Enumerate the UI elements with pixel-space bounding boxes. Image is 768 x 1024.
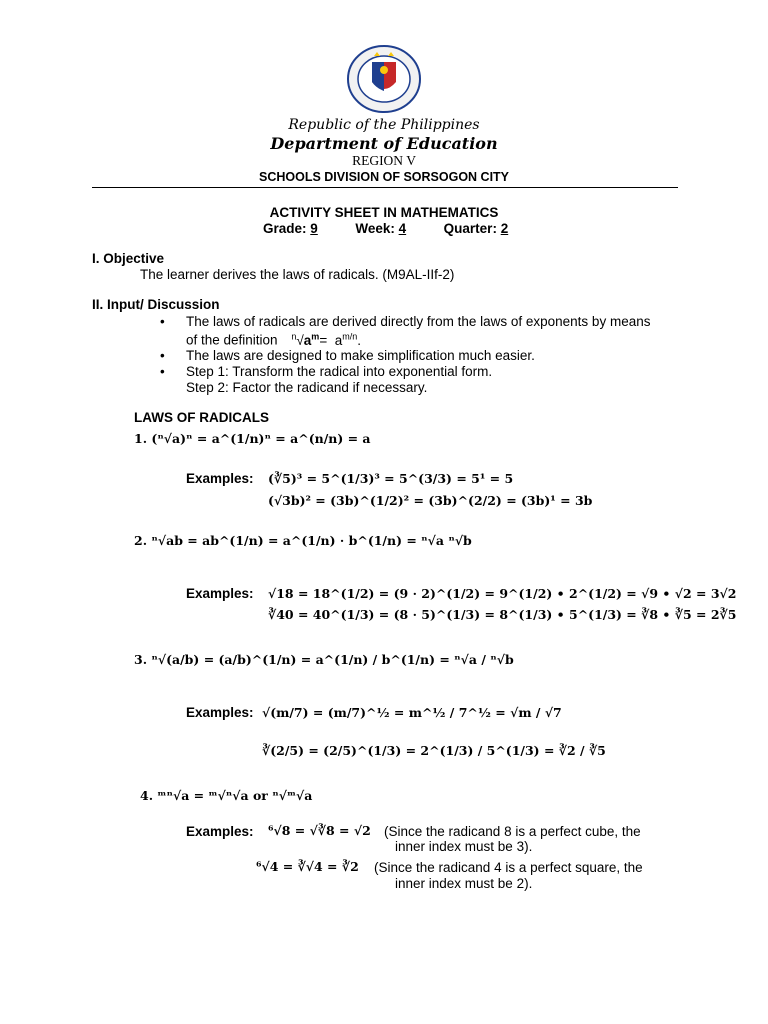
law-4-example-1: ⁶√8 = √∛8 = √2 <box>268 823 371 838</box>
bullet-3-line-2: Step 2: Factor the radicand if necessary. <box>186 380 428 395</box>
bullet-1-line-2 <box>186 331 361 348</box>
quarter-label: Quarter: <box>443 221 497 236</box>
law-3: 3. ⁿ√(a/b) = (a/b)^(1/n) = a^(1/n) / b^(1/n) = ⁿ√a / ⁿ√b <box>134 652 514 667</box>
bullet-3-line-1: • Step 1: Transform the radical into exponential form. <box>186 364 492 379</box>
bullet-1-line-1: • The laws of radicals are derived directly from the laws of exponents by means <box>186 314 650 329</box>
laws-heading: LAWS OF RADICALS <box>134 410 269 425</box>
law-1-example-2: (√3b)² = (3b)^(1/2)² = (3b)^(2/2) = (3b)¹ = 3b <box>268 493 593 508</box>
law-2-example-2: ∛40 = 40^(1/3) = (8 · 5)^(1/3) = 8^(1/3) • 5^(1/3) = ∛8 • ∛5 = 2∛5 <box>268 607 737 622</box>
law-4-example-1-note-1: (Since the radicand 8 is a perfect cube, the <box>384 824 641 839</box>
quarter-value: 2 <box>500 221 509 236</box>
law-4-example-2-note-1: (Since the radicand 4 is a perfect square, the <box>374 860 643 875</box>
grade-week-quarter <box>263 221 508 236</box>
grade-value: 9 <box>310 221 318 236</box>
grade-label: Grade: <box>263 221 307 236</box>
law-4-example-1-note-2: inner index must be 3). <box>395 839 533 854</box>
sheet-title: ACTIVITY SHEET IN MATHEMATICS <box>269 205 499 220</box>
bullet-2: • The laws are designed to make simplification much easier. <box>186 348 535 363</box>
law-1-example-1: (∛5)³ = 5^(1/3)³ = 5^(3/3) = 5¹ = 5 <box>268 471 514 486</box>
objective-heading: I. Objective <box>92 251 165 266</box>
header-divider <box>92 187 678 188</box>
law-3-examples-label: Examples: <box>186 705 254 720</box>
law-3-example-1: √(m/7) = (m/7)^½ = m^½ / 7^½ = √m / √7 <box>262 705 562 720</box>
discussion-heading: II. Input/ Discussion <box>92 297 220 312</box>
law-2-example-1: √18 = 18^(1/2) = (9 · 2)^(1/2) = 9^(1/2) • 2^(1/2) = √9 • √2 = 3√2 <box>268 586 737 601</box>
definition-formula: $^n√a^m= a^{m/n}$. <box>291 331 361 348</box>
law-4: 4. ᵐⁿ√a = ᵐ√ⁿ√a or ⁿ√ᵐ√a <box>140 788 313 803</box>
republic-line: Republic of the Philippines <box>288 117 480 133</box>
law-1: 1. (ⁿ√a)ⁿ = a^(1/n)ⁿ = a^(n/n) = a <box>134 431 371 446</box>
objective-text: The learner derives the laws of radicals. (M9AL-IIf-2) <box>140 267 455 282</box>
division-line: SCHOOLS DIVISION OF SORSOGON CITY <box>258 170 510 184</box>
week-value: 4 <box>398 221 407 236</box>
law-3-example-2: ∛(2/5) = (2/5)^(1/3) = 2^(1/3) / 5^(1/3) = ∛2 / ∛5 <box>262 743 606 758</box>
law-4-example-2: ⁶√4 = ∛√4 = ∛2 <box>256 859 359 874</box>
law-2: 2. ⁿ√ab = ab^(1/n) = a^(1/n) · b^(1/n) = ⁿ√a ⁿ√b <box>134 533 472 548</box>
definition-text: of the definition <box>186 332 278 348</box>
department-line: Department of Education <box>270 134 498 153</box>
law-2-examples-label: Examples: <box>186 586 254 601</box>
week-label: Week: <box>355 221 395 236</box>
deped-seal <box>344 44 424 114</box>
law-4-example-2-note-2: inner index must be 2). <box>395 876 533 891</box>
law-1-examples-label: Examples: <box>186 471 254 486</box>
law-4-examples-label: Examples: <box>186 824 254 839</box>
region-line: REGION V <box>352 153 416 168</box>
